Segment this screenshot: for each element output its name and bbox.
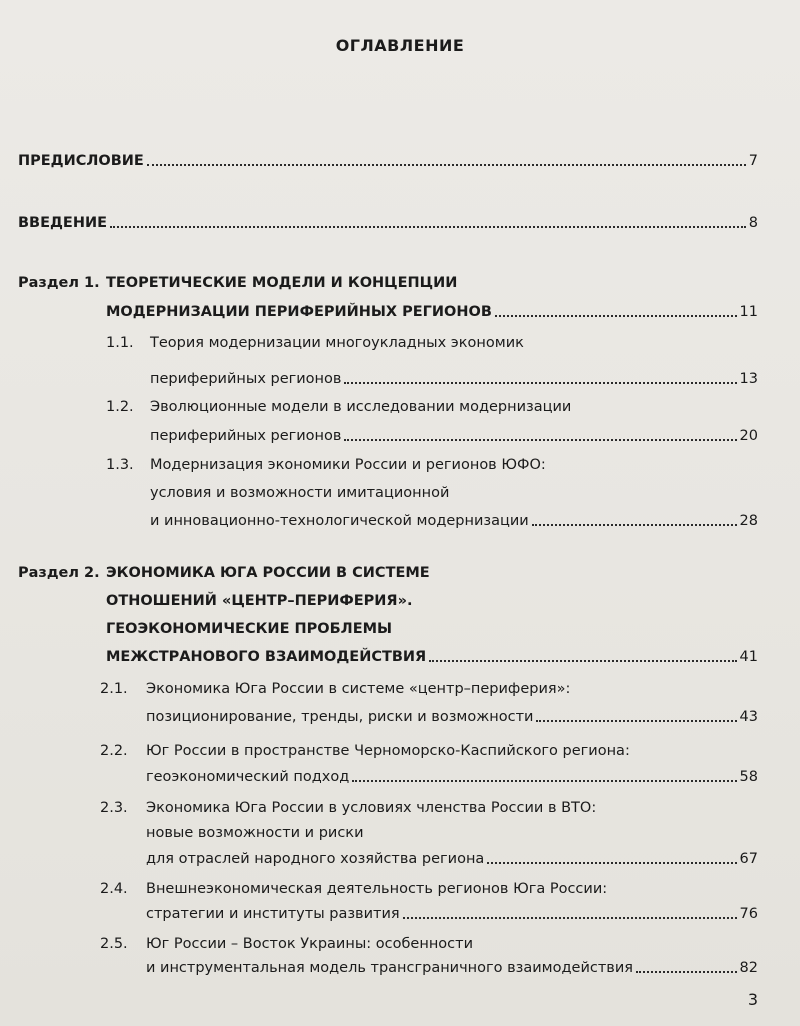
- dot-leader: [636, 971, 737, 973]
- dot-leader: [403, 917, 737, 919]
- toc-entry-1-1: [150, 368, 758, 390]
- dot-leader: [344, 382, 736, 384]
- toc-entry-2-2: [146, 766, 758, 788]
- section1-title-line2: МОДЕРНИЗАЦИИ ПЕРИФЕРИЙНЫХ РЕГИОНОВ: [106, 304, 492, 320]
- item-text-line: Юг России – Восток Украины: особенности: [146, 936, 474, 952]
- item-number: 2.4.: [100, 881, 128, 897]
- item-number: 1.1.: [106, 335, 134, 351]
- item-number: 2.2.: [100, 743, 128, 759]
- item-text-line: и инновационно-технологической модернизации: [150, 513, 529, 529]
- toc-entry-2-5: [146, 957, 758, 979]
- page-ref: 41: [739, 649, 758, 665]
- item-text-line: Экономика Юга России в условиях членства России в ВТО:: [146, 800, 597, 816]
- toc-entry-2-1: [146, 706, 758, 728]
- item-text-line: Теория модернизации многоукладных экономик: [150, 335, 524, 351]
- page-ref: 28: [739, 513, 758, 529]
- item-text-line: периферийных регионов: [150, 428, 342, 444]
- entry-label: ВВЕДЕНИЕ: [18, 215, 108, 231]
- page-number: 3: [747, 990, 758, 1009]
- page-ref: 67: [739, 851, 758, 867]
- page-ref: 82: [739, 960, 758, 976]
- page-ref: 11: [739, 304, 758, 320]
- item-number: 2.5.: [100, 936, 128, 952]
- entry-label: ПРЕДИСЛОВИЕ: [18, 153, 144, 169]
- dot-leader: [110, 226, 746, 228]
- item-number: 2.3.: [100, 800, 128, 816]
- dot-leader: [147, 164, 746, 166]
- page-ref: 76: [739, 906, 758, 922]
- page-ref: 58: [739, 769, 758, 785]
- item-text-line: стратегии и институты развития: [146, 906, 400, 922]
- item-text-line: Экономика Юга России в системе «центр–периферия»:: [146, 681, 571, 697]
- dot-leader: [487, 862, 736, 864]
- toc-entry-1-2: [150, 425, 758, 447]
- toc-entry-2-3: [146, 848, 758, 870]
- toc-entry-preface: [18, 150, 758, 172]
- dot-leader: [344, 439, 736, 441]
- item-text-line: Модернизация экономики России и регионов ЮФО:: [150, 457, 546, 473]
- item-text-line: Юг России в пространстве Черноморско-Каспийского региона:: [146, 743, 630, 759]
- toc-entry-intro: [18, 212, 758, 234]
- toc-entry-section1: [106, 301, 758, 323]
- dot-leader: [495, 315, 737, 317]
- section1-title-line1: ТЕОРЕТИЧЕСКИЕ МОДЕЛИ И КОНЦЕПЦИИ: [106, 275, 458, 291]
- dot-leader: [352, 780, 736, 782]
- toc-entry-2-4: [146, 903, 758, 925]
- item-text-line: периферийных регионов: [150, 371, 342, 387]
- page-ref: 13: [739, 371, 758, 387]
- toc-entry-1-3: [150, 510, 758, 532]
- toc-entry-section2: [106, 646, 758, 668]
- item-number: 1.2.: [106, 399, 134, 415]
- item-text-line: и инструментальная модель трансграничного взаимодействия: [146, 960, 633, 976]
- page-ref: 43: [739, 709, 758, 725]
- item-text-line: условия и возможности имитационной: [150, 485, 450, 501]
- item-text-line: геоэкономический подход: [146, 769, 350, 785]
- item-text-line: Эволюционные модели в исследовании модернизации: [150, 399, 572, 415]
- item-text-line: Внешнеэкономическая деятельность регионов Юга России:: [146, 881, 608, 897]
- item-number: 2.1.: [100, 681, 128, 697]
- section1-prefix: Раздел 1.: [18, 275, 100, 291]
- section2-title-line4: МЕЖСТРАНОВОГО ВЗАИМОДЕЙСТВИЯ: [106, 649, 427, 665]
- section2-title-line1: ЭКОНОМИКА ЮГА РОССИИ В СИСТЕМЕ: [106, 565, 430, 581]
- section2-prefix: Раздел 2.: [18, 565, 100, 581]
- dot-leader: [532, 524, 737, 526]
- dot-leader: [536, 720, 736, 722]
- section2-title-line3: ГЕОЭКОНОМИЧЕСКИЕ ПРОБЛЕМЫ: [106, 621, 393, 637]
- page-ref: 7: [748, 153, 758, 169]
- item-text-line: для отраслей народного хозяйства региона: [146, 851, 485, 867]
- item-text-line: позиционирование, тренды, риски и возможности: [146, 709, 534, 725]
- page-ref: 20: [739, 428, 758, 444]
- section2-title-line2: ОТНОШЕНИЙ «ЦЕНТР–ПЕРИФЕРИЯ».: [106, 593, 413, 609]
- item-text-line: новые возможности и риски: [146, 825, 364, 841]
- toc-title: ОГЛАВЛЕНИЕ: [335, 36, 465, 55]
- page-ref: 8: [748, 215, 758, 231]
- item-number: 1.3.: [106, 457, 134, 473]
- dot-leader: [429, 660, 736, 662]
